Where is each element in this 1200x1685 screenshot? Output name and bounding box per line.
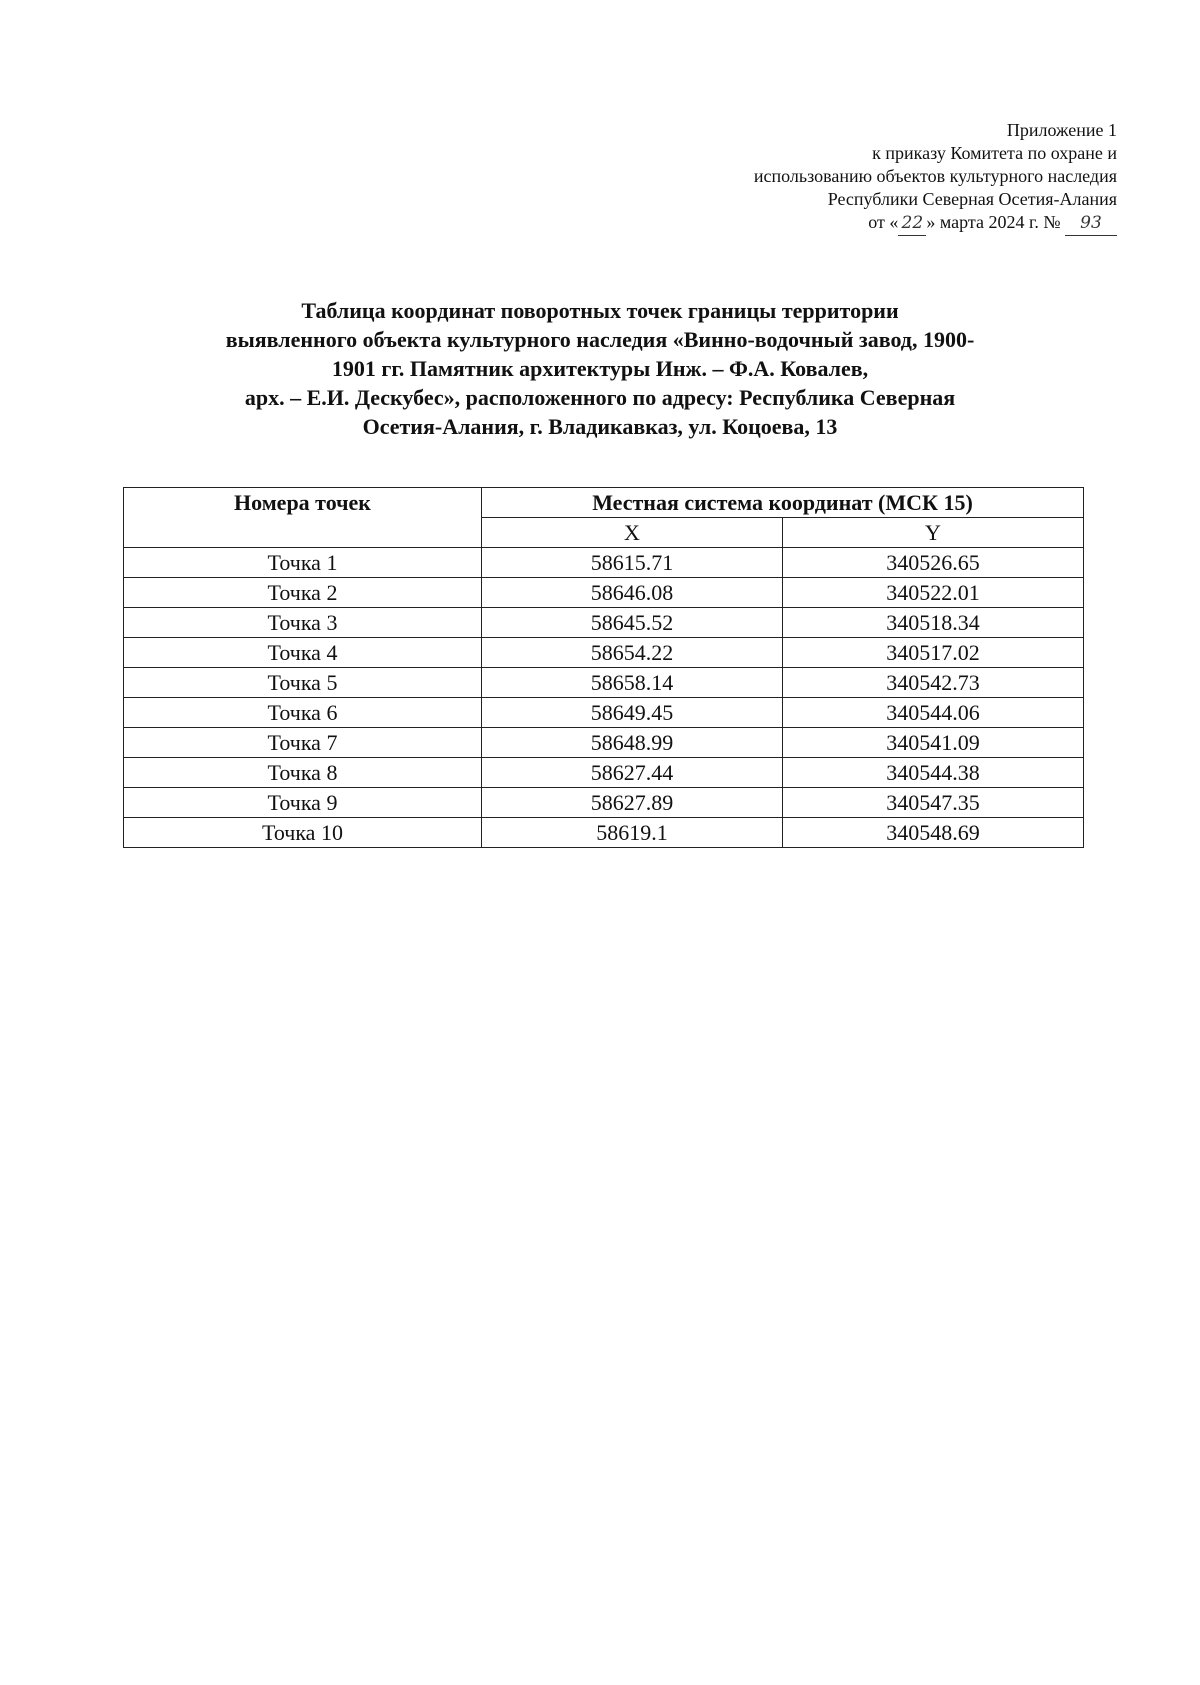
table-body	[124, 548, 1084, 848]
title-line: арх. – Е.И. Дескубес», расположенного по адресу: Республика Северная	[244, 385, 956, 410]
cell-y: 340547.35	[783, 788, 1084, 818]
order-number-handwritten: 93	[1065, 212, 1117, 236]
cell-y: 340548.69	[783, 818, 1084, 848]
cell-point: Точка 6	[124, 698, 482, 728]
cell-x: 58615.71	[482, 548, 783, 578]
appendix-republic: Республики Северная Осетия-Алания	[827, 189, 1117, 209]
date-prefix: от «	[868, 212, 899, 232]
header-x: X	[482, 518, 783, 548]
cell-x: 58646.08	[482, 578, 783, 608]
table-header-row	[124, 488, 1084, 518]
table-row	[124, 728, 1084, 758]
cell-point: Точка 9	[124, 788, 482, 818]
cell-point: Точка 5	[124, 668, 482, 698]
cell-x: 58645.52	[482, 608, 783, 638]
header-y: Y	[783, 518, 1084, 548]
cell-point: Точка 8	[124, 758, 482, 788]
cell-point: Точка 10	[124, 818, 482, 848]
cell-point: Точка 1	[124, 548, 482, 578]
cell-point: Точка 3	[124, 608, 482, 638]
appendix-block	[754, 119, 1117, 236]
cell-point: Точка 4	[124, 638, 482, 668]
cell-x: 58654.22	[482, 638, 783, 668]
cell-x: 58648.99	[482, 728, 783, 758]
title-line: выявленного объекта культурного наследия «Винно-водочный завод, 1900-	[225, 327, 975, 352]
title-line: Таблица координат поворотных точек границы территории	[301, 298, 899, 323]
cell-y: 340526.65	[783, 548, 1084, 578]
document-title	[120, 296, 1080, 441]
table-row	[124, 608, 1084, 638]
table-row	[124, 668, 1084, 698]
cell-x: 58627.89	[482, 788, 783, 818]
cell-x: 58627.44	[482, 758, 783, 788]
table-row	[124, 758, 1084, 788]
header-coordinate-system: Местная система координат (МСК 15)	[482, 488, 1084, 518]
coordinates-table	[123, 487, 1084, 848]
cell-y: 340542.73	[783, 668, 1084, 698]
table-row	[124, 788, 1084, 818]
cell-y: 340541.09	[783, 728, 1084, 758]
date-middle: » марта 2024 г. №	[926, 212, 1061, 232]
cell-point: Точка 7	[124, 728, 482, 758]
appendix-date-line	[754, 211, 1117, 236]
cell-y: 340522.01	[783, 578, 1084, 608]
cell-y: 340544.38	[783, 758, 1084, 788]
cell-y: 340517.02	[783, 638, 1084, 668]
cell-point: Точка 2	[124, 578, 482, 608]
appendix-title: Приложение 1	[1006, 120, 1117, 140]
appendix-order-ref: к приказу Комитета по охране и	[872, 143, 1117, 163]
date-day-handwritten: 22	[898, 212, 926, 236]
cell-x: 58658.14	[482, 668, 783, 698]
table-row	[124, 818, 1084, 848]
table-row	[124, 548, 1084, 578]
cell-x: 58619.1	[482, 818, 783, 848]
cell-y: 340518.34	[783, 608, 1084, 638]
title-line: Осетия-Алания, г. Владикавказ, ул. Коцоева, 13	[362, 414, 838, 439]
header-point-numbers: Номера точек	[124, 488, 482, 548]
cell-y: 340544.06	[783, 698, 1084, 728]
title-line: 1901 гг. Памятник архитектуры Инж. – Ф.А. Ковалев,	[331, 356, 869, 381]
table-row	[124, 638, 1084, 668]
appendix-committee: использованию объектов культурного наследия	[753, 166, 1117, 186]
cell-x: 58649.45	[482, 698, 783, 728]
table-row	[124, 578, 1084, 608]
table-row	[124, 698, 1084, 728]
